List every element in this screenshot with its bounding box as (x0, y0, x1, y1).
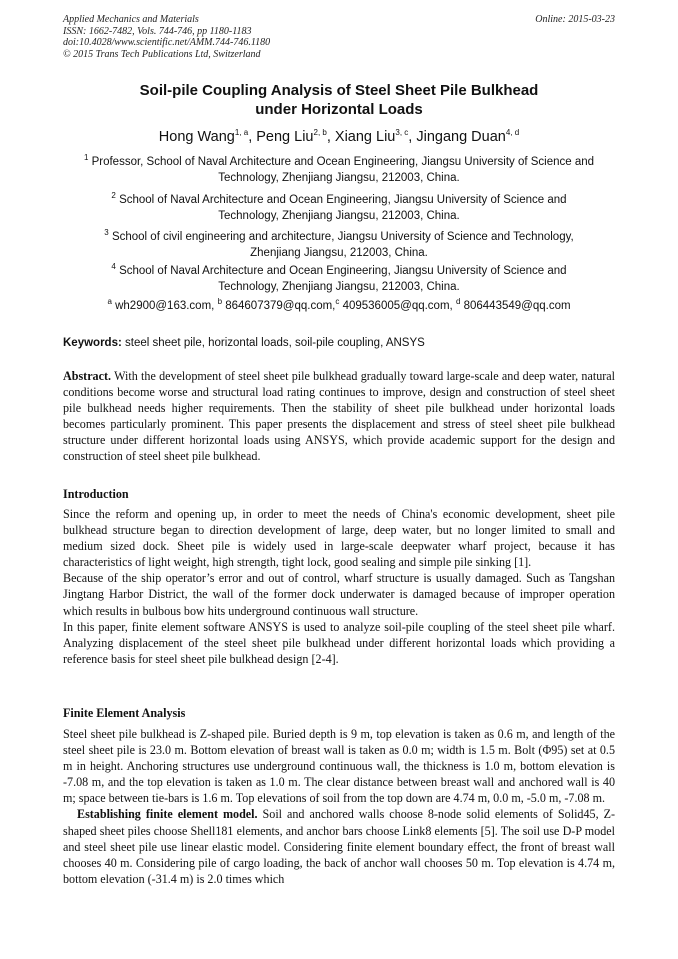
email-link[interactable]: wh2900@163.com, (115, 300, 215, 312)
fea-body (63, 726, 615, 887)
copyright-line: © 2015 Trans Tech Publications Ltd, Switzerland (63, 48, 261, 60)
author-name: Peng Liu (256, 129, 314, 145)
author-sup: 3, c (395, 128, 409, 138)
affiliation-sup: 2 (111, 191, 116, 201)
affiliation-line: School of civil engineering and architecture, Jiangsu University of Science and Technology, (111, 231, 574, 243)
title-line-1: Soil-pile Coupling Analysis of Steel Sheet Pile Bulkhead (139, 82, 539, 99)
affiliation-1 (63, 154, 615, 186)
email-sup: a (107, 297, 112, 307)
paragraph-text: Soil and anchored walls choose 8-node solid elements of Solid45, Z-shaped sheet piles choose Shell181 elements, and anchor bars choose Link8 elements [5]. The soil use D-P model and steel sheet pile use linear elastic model. Considering finite element boundary effect, the front of breast wall chooses 40 m. Considering pile of cargo loading, the back of anchor wall chooses 50 m. Top elevation is 4.74 m, bottom elevation (-31.4 m) is 2.0 times which (63, 807, 615, 886)
author-name: Jingang Duan (416, 129, 506, 145)
introduction-body (63, 506, 615, 667)
section-heading-fea: Finite Element Analysis (63, 706, 186, 720)
abstract-label: Abstract. (63, 369, 112, 383)
affiliation-line: Technology, Zhenjiang Jiangsu, 212003, China. (218, 172, 460, 184)
journal-name: Applied Mechanics and Materials (63, 14, 199, 25)
affiliation-sup: 3 (104, 228, 109, 238)
title-line-2: under Horizontal Loads (255, 101, 423, 118)
runin-heading: Establishing finite element model. (77, 807, 258, 822)
affiliation-2 (63, 192, 615, 224)
affiliation-line: Technology, Zhenjiang Jiangsu, 212003, China. (218, 281, 460, 293)
paper-title (63, 81, 615, 119)
affiliation-4 (63, 263, 615, 295)
author-name: Hong Wang (158, 129, 235, 145)
affiliation-3 (63, 229, 615, 261)
paragraph: Because of the ship operator’s error and out of control, wharf structure is usually damaged. Such as Tangshan Jingtang Harbor District, the wall of the former dock underwater is damaged because of improper operation which results in bulbous bow hits underground continuous wall structure. (63, 571, 615, 618)
author-list: Hong Wang$^{1, a}$, Peng Liu$^{2, b}$, Xiang Liu$^{3, c}$, Jingang Duan$^{4, d}$ (158, 128, 520, 145)
journal-header (63, 14, 615, 60)
affiliation-line: Professor, School of Naval Architecture and Ocean Engineering, Jiangsu University of Science and (91, 156, 595, 168)
affiliation-line: School of Naval Architecture and Ocean Engineering, Jiangsu University of Science and (119, 265, 567, 277)
affiliation-line: Technology, Zhenjiang Jiangsu, 212003, China. (218, 210, 460, 222)
email-link[interactable]: 409536005@qq.com, (342, 300, 453, 312)
keywords-label: Keywords: (63, 337, 122, 349)
email-sup: c (335, 297, 340, 307)
author-sup: 4, d (505, 128, 520, 138)
paragraph: In this paper, finite element software ANSYS is used to analyze soil-pile coupling of the steel sheet pile wharf. Analyzing displacement of the steel sheet pile bulkhead under different horizontal loads which providing a reference basis for steel sheet pile bulkhead design [2-4]. (63, 619, 615, 666)
email-sup: b (217, 297, 223, 307)
keywords-text: steel sheet pile, horizontal loads, soil-pile coupling, ANSYS (125, 337, 425, 349)
email-link[interactable]: 864607379@qq.com, (225, 300, 336, 312)
issn-line: ISSN: 1662-7482, Vols. 744-746, pp 1180-1183 (63, 25, 252, 37)
section-heading-introduction: Introduction (63, 487, 129, 501)
affiliation-line: Zhenjiang Jiangsu, 212003, China. (250, 247, 428, 259)
author-name: Xiang Liu (334, 129, 396, 145)
paragraph: Since the reform and opening up, in order to meet the needs of China's economic development, sheet pile bulkhead structure began to direction development of large, deep water, but no longer limited to small and medium sized dock. Sheet pile is widely used in large-scale deepwater wharf project, because it has characteristics of light weight, high strength, tight lock, good sealing and simple pile sinking [1]. (63, 507, 615, 570)
affiliation-line: School of Naval Architecture and Ocean Engineering, Jiangsu University of Science and (119, 194, 567, 206)
email-sup: d (455, 297, 461, 307)
doi-line[interactable]: doi:10.4028/www.scientific.net/AMM.744-746.1180 (63, 37, 271, 48)
abstract (63, 368, 615, 465)
email-list (63, 298, 615, 314)
paragraph: Steel sheet pile bulkhead is Z-shaped pile. Buried depth is 9 m, top elevation is taken as 0.6 m, and length of the steel sheet pile is 23.0 m. Bottom elevation of breast wall is taken as 0.0 m; width is 1.5 m. Bolt (Φ95) set at 0.5 m in height. Anchoring structures use underground continuous wall, the thickness is 1.0 m, bottom elevation is -7.08 m, and the top elevation is taken as 1.0 m. The clear distance between breast wall and anchored wall is 40 m; space between tie-bars is 1.6 m. Top elevations of soil from the top down are 4.74 m, 0.0 m, -5.0 m, -7.08 m. (63, 727, 615, 806)
affiliation-sup: 4 (111, 262, 116, 272)
author-sup: 2, b (313, 128, 327, 138)
keywords (63, 335, 615, 351)
author-sup: 1, a (234, 128, 249, 138)
affiliation-sup: 1 (83, 153, 89, 163)
abstract-text: With the development of steel sheet pile bulkhead gradually toward large-scale and deep water, natural conditions become worse and structural load rating continues to improve, design and construction of steel sheet pile bulkhead needs higher requirements. Then the stability of sheet pile bulkhead under horizontal loads becomes particularly prominent. This paper presents the displacement and stress of steel sheet pile bulkhead structure under different horizontal loads using ANSYS, which provide academic support for the design and construction of steel sheet pile bulkhead. (63, 369, 615, 464)
email-link[interactable]: 806443549@qq.com (463, 300, 571, 312)
online-date: Online: 2015-03-23 (535, 14, 615, 25)
